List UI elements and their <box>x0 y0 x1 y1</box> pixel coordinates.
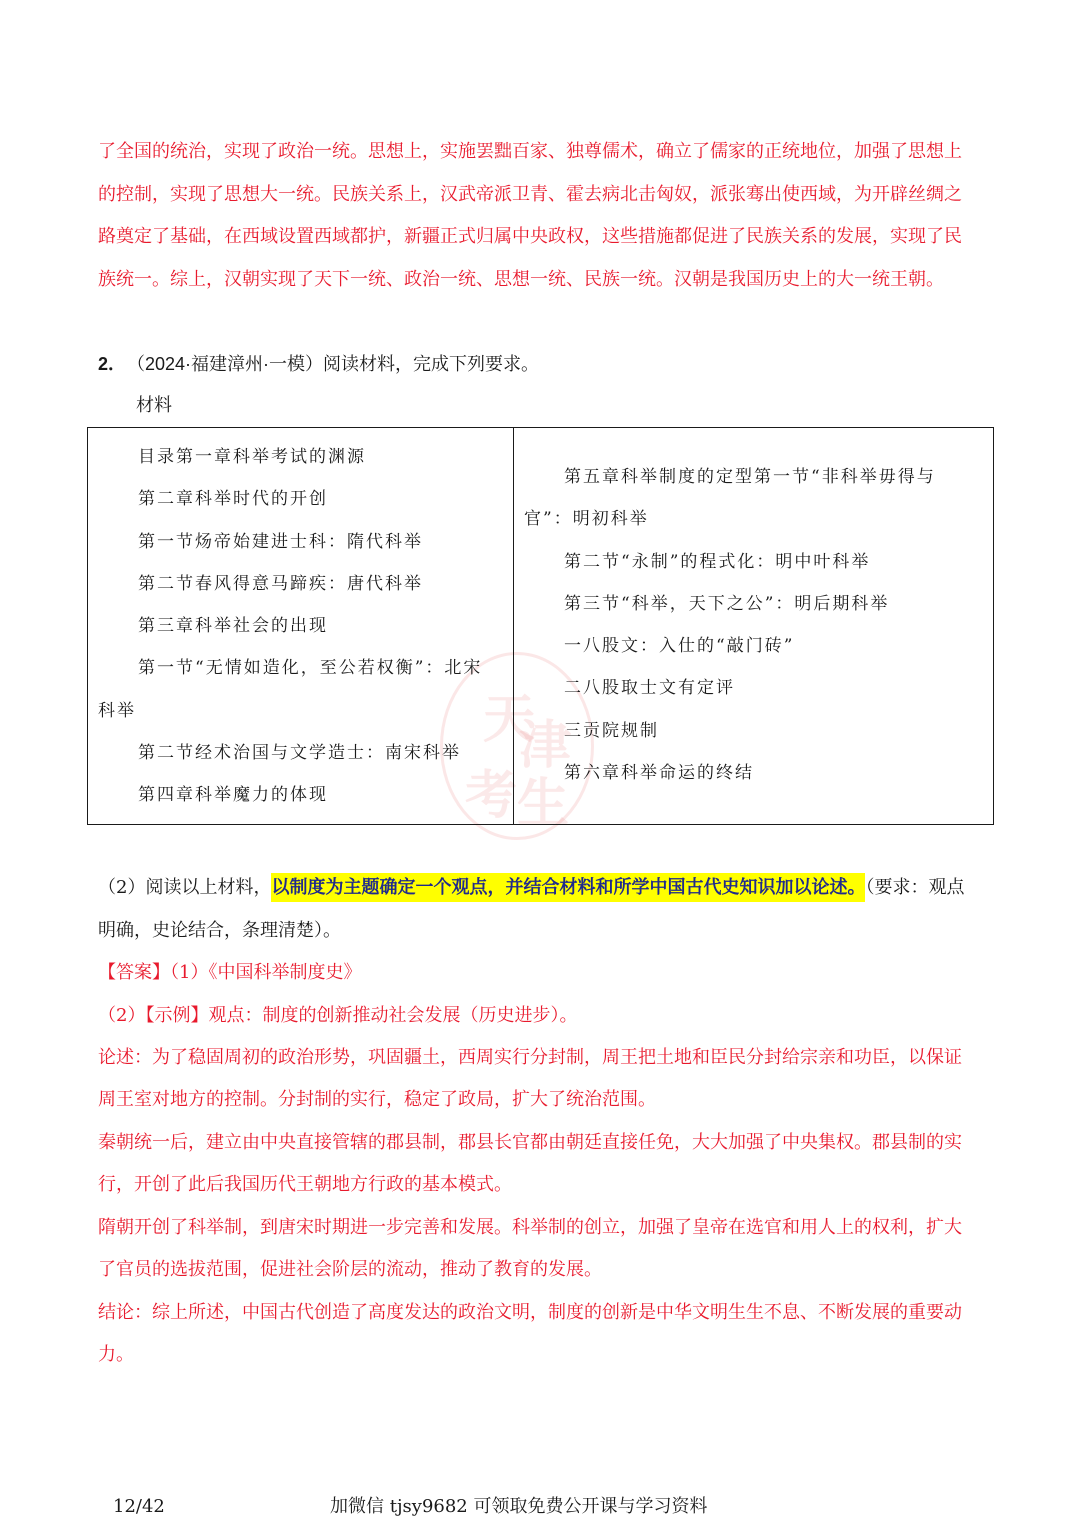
watermark-char: 生 <box>517 773 570 834</box>
footer-note: 加微信 tjsy9682 可领取免费公开课与学习资料 <box>330 1496 708 1517</box>
toc-entry: 第一节“无情如造化，至公若权衡”：北宋科举 <box>98 658 483 721</box>
question-part-2 <box>98 867 978 952</box>
toc-entry: 第三节“科举，天下之公”：明后期科举 <box>564 593 890 614</box>
ask-prefix: （2）阅读以上材料， <box>98 877 272 898</box>
page-number: 12/42 <box>113 1496 165 1517</box>
toc-entry: 目录第一章科举考试的渊源 <box>138 447 366 467</box>
toc-entry: 第五章科举制度的定型第一节“非科举毋得与官”：明初科举 <box>524 467 936 530</box>
material-table <box>87 427 994 825</box>
answer-part-1: （1）《中国科举制度史》 <box>170 962 362 983</box>
toc-entry: 第二节“永制”的程式化：明中叶科举 <box>564 551 871 572</box>
toc-entry: 二八股取士文有定评 <box>564 678 735 699</box>
discussion-paragraph: 秦朝统一后，建立由中央直接管辖的郡县制，郡县长官都由朝廷直接任免，大大加强了中央集权。郡县制的实行，开创了此后我国历代王朝地方行政的基本模式。 <box>98 1132 962 1196</box>
ask-suffix: （要求：观点明确，史论结合，条理清楚）。 <box>98 877 965 941</box>
discussion-paragraph: 论述：为了稳固周初的政治形势，巩固疆土，西周实行分封制，周王把土地和臣民分封给宗亲和功臣，以保证周王室对地方的控制。分封制的实行，稳定了政局，扩大了统治范围。 <box>98 1047 962 1111</box>
watermark-char: 天 <box>483 689 536 750</box>
toc-entry: 第六章科举命运的终结 <box>564 763 754 784</box>
material-label: 材料 <box>136 395 172 416</box>
toc-entry: 第四章科举魔力的体现 <box>138 785 328 806</box>
question-prompt: 阅读材料，完成下列要求。 <box>323 354 540 375</box>
toc-entry: 第一节炀帝始建进士科：隋代科举 <box>138 531 423 552</box>
watermark-char: 考 <box>465 765 518 826</box>
question-number: 2． <box>98 354 127 374</box>
highlighted-requirement: 以制度为主题确定一个观点，并结合材料和所学中国古代史知识加以论述。 <box>271 873 865 902</box>
toc-right-column <box>514 428 994 825</box>
toc-entry: 三贡院规制 <box>564 720 659 741</box>
conclusion-paragraph: 结论：综上所述，中国古代创造了高度发达的政治文明，制度的创新是中华文明生生不息、不断发展的重要动力。 <box>98 1302 962 1366</box>
discussion-paragraph: 隋朝开创了科举制，到唐宋时期进一步完善和发展。科举制的创立，加强了皇帝在选官和用人上的权利，扩大了官员的选拔范围，促进社会阶层的流动，推动了教育的发展。 <box>98 1217 962 1281</box>
answer-line-2 <box>98 995 577 1037</box>
toc-left-column <box>88 428 514 825</box>
toc-entry: 第二章科举时代的开创 <box>138 489 328 510</box>
watermark-char: 津 <box>519 715 572 776</box>
example-tag: 【示例】 <box>145 1005 209 1026</box>
answer-line-1 <box>98 952 361 994</box>
answer-tag: 【答案】 <box>98 962 170 983</box>
toc-entry: 第三章科举社会的出现 <box>138 616 328 637</box>
toc-entry: 第二节经术治国与文学造士：南宋科举 <box>138 743 461 764</box>
answer-paragraph-continued: 了全国的统治，实现了政治一统。思想上，实施罢黜百家、独尊儒术，确立了儒家的正统地位，加强了思想上的控制，实现了思想大一统。民族关系上，汉武帝派卫青、霍去病北击匈奴，派张骞出使西域，为开辟丝绸之路奠定了基础，在西域设置西域都护，新疆正式归属中央政权，这些措施都促进了民族关系的发展，实现了民族统一。综上，汉朝实现了天下一统、政治一统、思想一统、民族一统。汉朝是我国历史上的大一统王朝。 <box>98 141 962 290</box>
question-source: （2024·福建漳州·一模） <box>136 354 324 374</box>
toc-entry: 第二节春风得意马蹄疾：唐代科举 <box>138 573 423 594</box>
toc-entry: 一八股文：入仕的“敲门砖” <box>564 636 795 657</box>
answer-part-2-number: （2） <box>98 1005 146 1026</box>
question-heading <box>98 343 539 386</box>
answer-viewpoint: 观点：制度的创新推动社会发展（历史进步）。 <box>208 1005 578 1026</box>
